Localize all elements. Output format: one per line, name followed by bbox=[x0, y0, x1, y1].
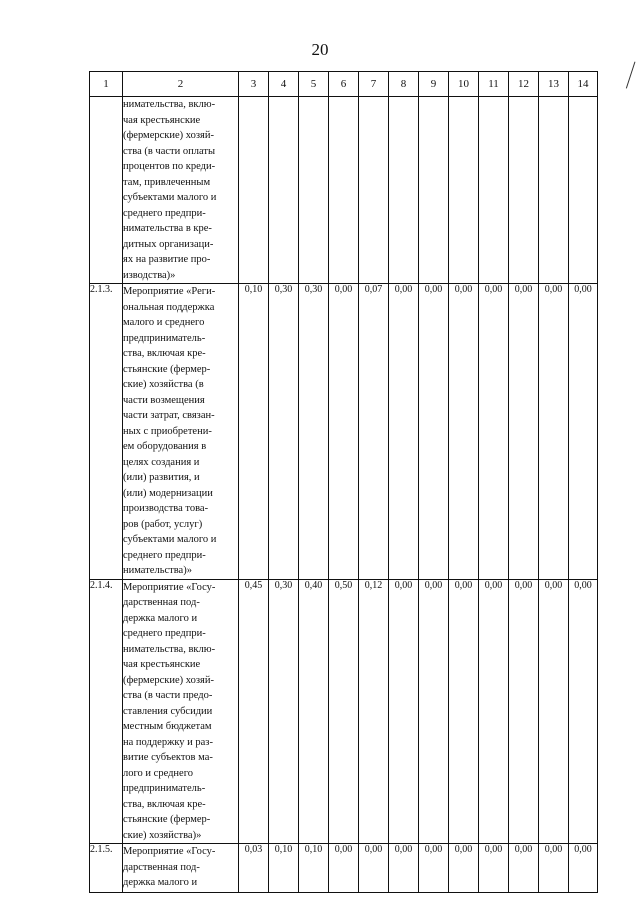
value-cell bbox=[569, 97, 598, 284]
column-header: 5 bbox=[299, 72, 329, 97]
value-cell: 0,10 bbox=[269, 844, 299, 893]
column-header: 12 bbox=[509, 72, 539, 97]
value-cell: 0,00 bbox=[389, 844, 419, 893]
value-cell: 0,00 bbox=[539, 579, 569, 844]
value-cell: 0,07 bbox=[359, 284, 389, 580]
value-cell bbox=[479, 97, 509, 284]
value-cell: 0,03 bbox=[239, 844, 269, 893]
value-cell: 0,00 bbox=[449, 844, 479, 893]
column-header: 4 bbox=[269, 72, 299, 97]
value-cell bbox=[539, 97, 569, 284]
value-cell: 0,00 bbox=[539, 844, 569, 893]
value-cell: 0,00 bbox=[329, 284, 359, 580]
row-number bbox=[90, 97, 123, 284]
value-cell bbox=[509, 97, 539, 284]
value-cell: 0,00 bbox=[389, 284, 419, 580]
row-number: 2.1.3. bbox=[90, 284, 123, 580]
data-table bbox=[89, 71, 598, 893]
table-row bbox=[90, 97, 598, 284]
value-cell: 0,00 bbox=[419, 284, 449, 580]
value-cell: 0,00 bbox=[509, 579, 539, 844]
value-cell: 0,00 bbox=[509, 844, 539, 893]
value-cell bbox=[449, 97, 479, 284]
table-row bbox=[90, 844, 598, 893]
row-description: нимательства, вклю- чая крестьянские (фермерские) хозяй- ства (в части оплаты процентов по креди- там, привлеченным субъектами малого и среднего предпри- нимательства в кре- дитных организаци- ях на развитие про- изводства)» bbox=[123, 97, 239, 284]
column-header: 3 bbox=[239, 72, 269, 97]
column-header: 10 bbox=[449, 72, 479, 97]
value-cell: 0,00 bbox=[419, 579, 449, 844]
value-cell: 0,50 bbox=[329, 579, 359, 844]
value-cell: 0,00 bbox=[569, 284, 598, 580]
value-cell: 0,00 bbox=[359, 844, 389, 893]
value-cell: 0,00 bbox=[509, 284, 539, 580]
row-description: Мероприятие «Госу- дарственная под- держка малого и среднего предпри- нимательства, вклю- чая крестьянские (фермерские) хозяй- ства (в части предо- ставления субсидии местным бюджетам на поддержку и раз- витие субъектов ма- лого и среднего предприниматель- ства, включая кре- стьянские (фермер- ские) хозяйства)» bbox=[123, 579, 239, 844]
table-header-row bbox=[90, 72, 598, 97]
value-cell: 0,00 bbox=[569, 844, 598, 893]
value-cell bbox=[329, 97, 359, 284]
value-cell: 0,00 bbox=[449, 579, 479, 844]
value-cell: 0,00 bbox=[389, 579, 419, 844]
value-cell: 0,00 bbox=[479, 579, 509, 844]
value-cell: 0,00 bbox=[449, 284, 479, 580]
value-cell: 0,30 bbox=[269, 579, 299, 844]
value-cell: 0,00 bbox=[539, 284, 569, 580]
row-description: Мероприятие «Госу- дарственная под- держка малого и bbox=[123, 844, 239, 893]
column-header: 9 bbox=[419, 72, 449, 97]
value-cell: 0,10 bbox=[299, 844, 329, 893]
value-cell bbox=[389, 97, 419, 284]
value-cell: 0,00 bbox=[419, 844, 449, 893]
value-cell: 0,00 bbox=[479, 284, 509, 580]
column-header: 6 bbox=[329, 72, 359, 97]
value-cell: 0,40 bbox=[299, 579, 329, 844]
table-row bbox=[90, 579, 598, 844]
table-row bbox=[90, 284, 598, 580]
column-header: 13 bbox=[539, 72, 569, 97]
value-cell: 0,10 bbox=[239, 284, 269, 580]
row-number: 2.1.4. bbox=[90, 579, 123, 844]
column-header: 1 bbox=[90, 72, 123, 97]
value-cell: 0,45 bbox=[239, 579, 269, 844]
scan-edge-mark bbox=[626, 62, 640, 91]
row-number: 2.1.5. bbox=[90, 844, 123, 893]
column-header: 11 bbox=[479, 72, 509, 97]
value-cell bbox=[269, 97, 299, 284]
value-cell: 0,00 bbox=[329, 844, 359, 893]
value-cell: 0,30 bbox=[299, 284, 329, 580]
row-description: Мероприятие «Реги- ональная поддержка малого и среднего предприниматель- ства, включая кре- стьянские (фермер- ские) хозяйства (в части возмещения части затрат, связан- ных с приобретени- ем оборудования в целях создания и (или) развития, и (или) модернизации производства това- ров (работ, услуг) субъектами малого и среднего предпри- нимательства)» bbox=[123, 284, 239, 580]
column-header: 2 bbox=[123, 72, 239, 97]
value-cell: 0,00 bbox=[479, 844, 509, 893]
value-cell bbox=[239, 97, 269, 284]
column-header: 7 bbox=[359, 72, 389, 97]
value-cell: 0,00 bbox=[569, 579, 598, 844]
value-cell: 0,12 bbox=[359, 579, 389, 844]
page-number: 20 bbox=[311, 40, 329, 59]
value-cell: 0,30 bbox=[269, 284, 299, 580]
value-cell bbox=[419, 97, 449, 284]
value-cell bbox=[359, 97, 389, 284]
column-header: 8 bbox=[389, 72, 419, 97]
column-header: 14 bbox=[569, 72, 598, 97]
value-cell bbox=[299, 97, 329, 284]
